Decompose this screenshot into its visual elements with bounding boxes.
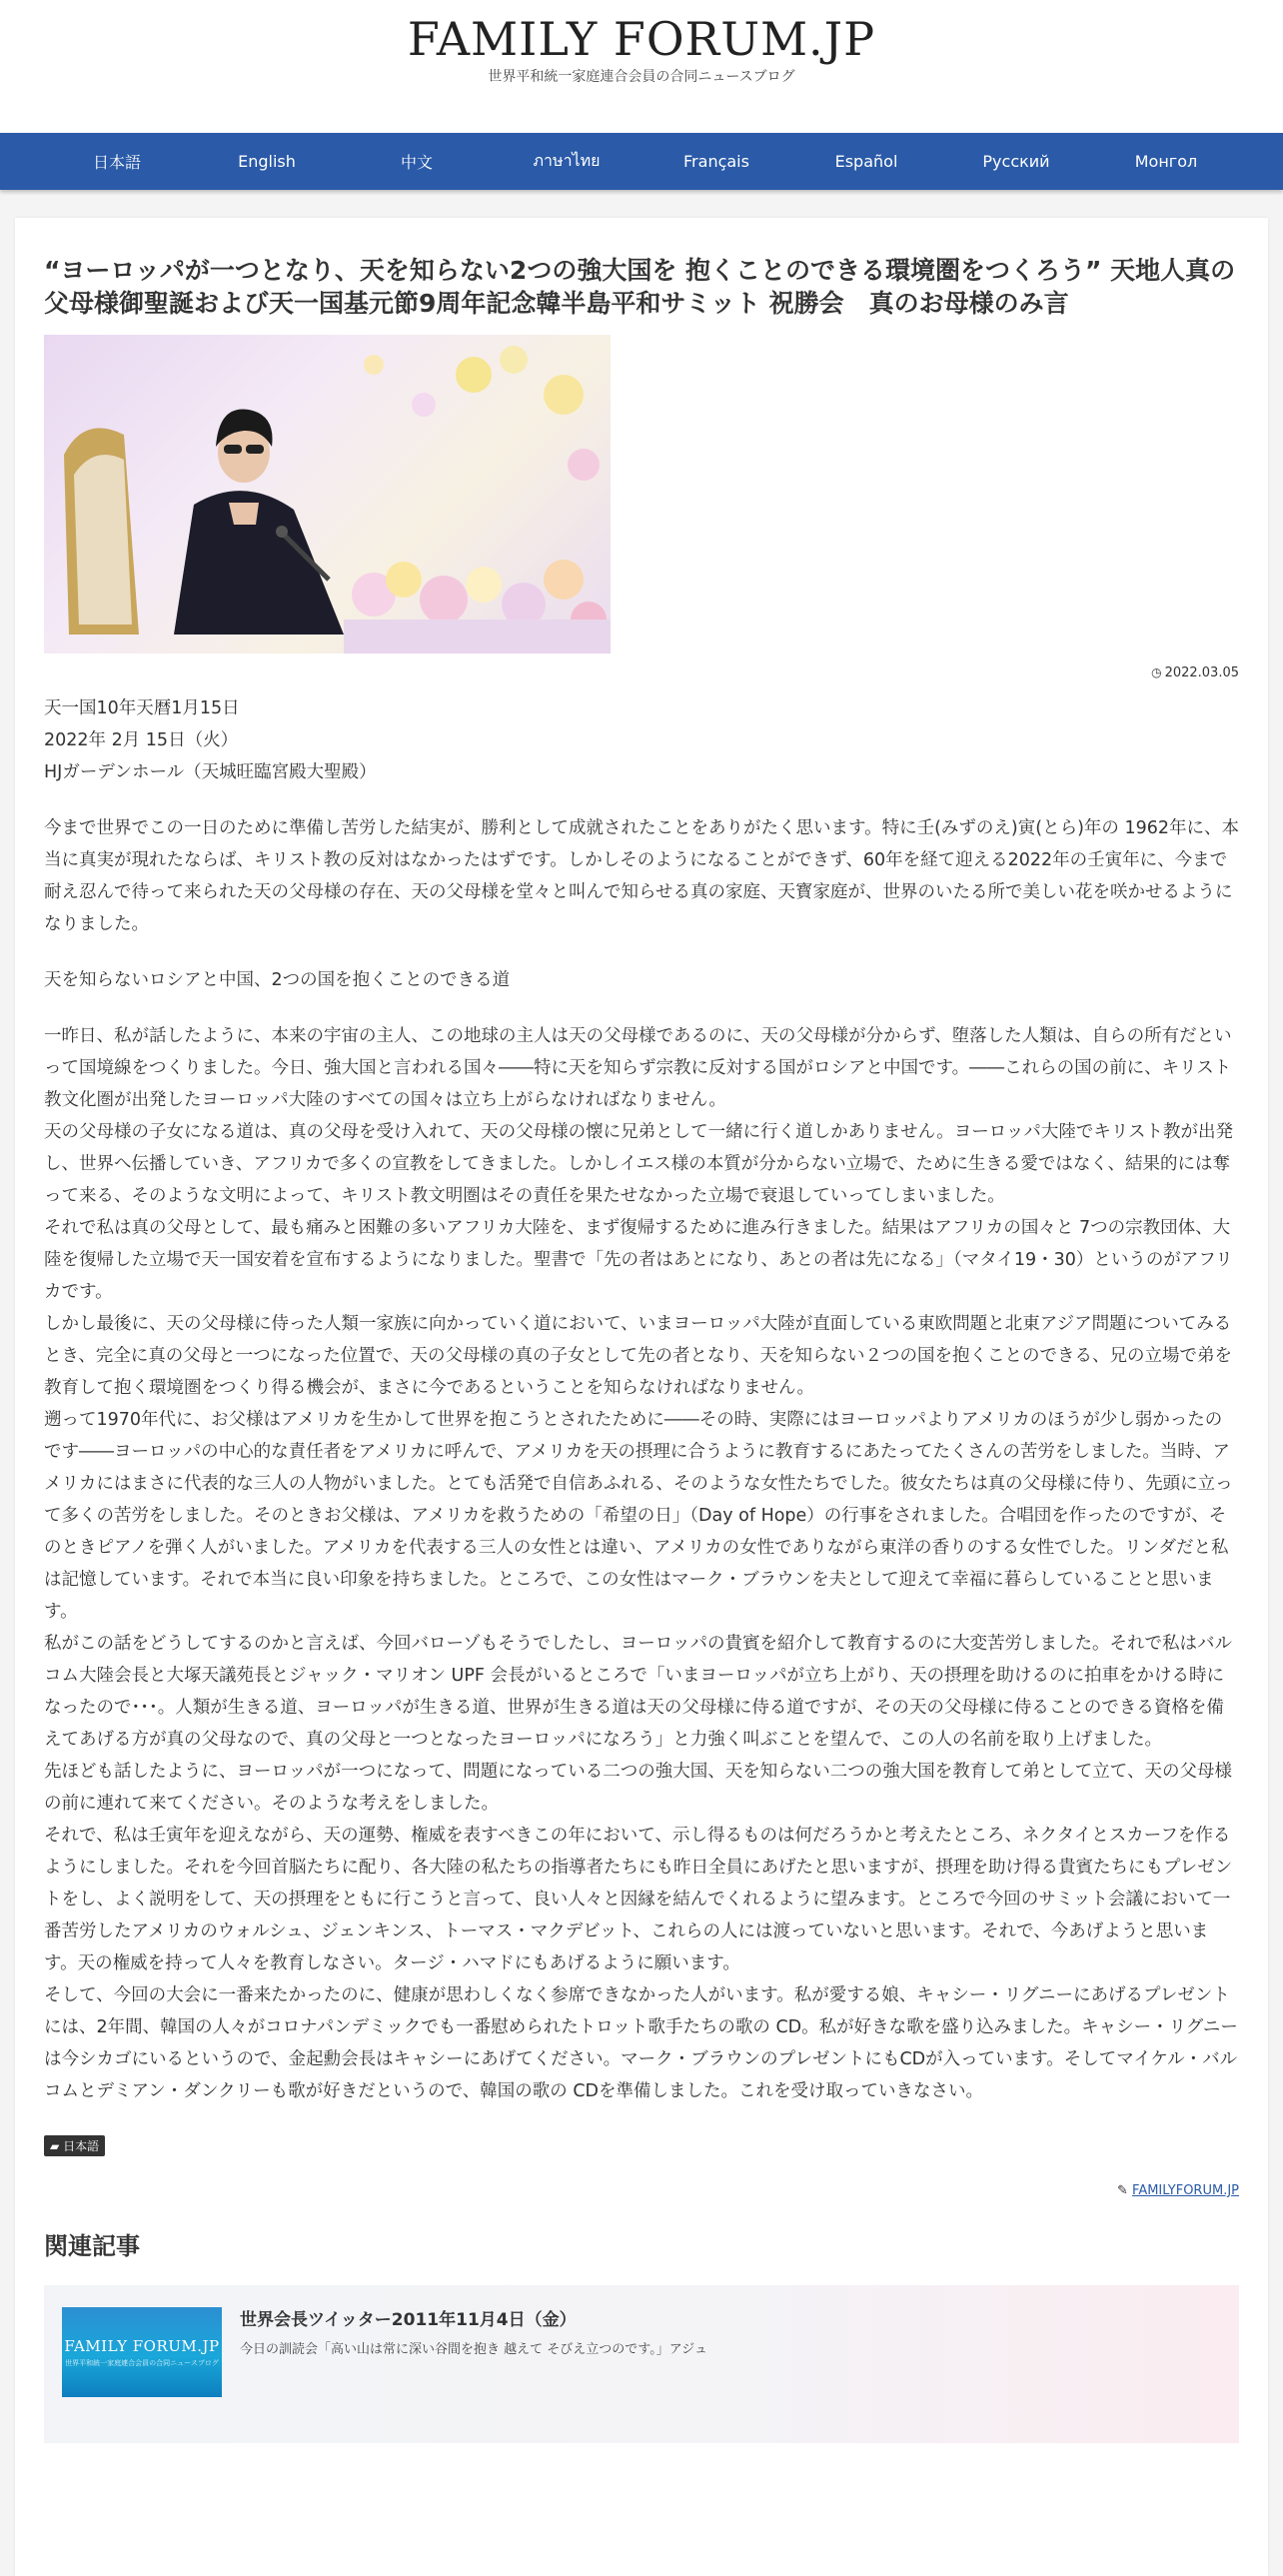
post-content xyxy=(44,692,1239,2107)
post-paragraph: 遡って1970年代に、お父様はアメリカを生かして世界を抱こうとされたために――その時、実際にはヨーロッパよりアメリカのほうが少し弱かったのです――ヨーロッパの中心的な責任者をアメリカに呼んで、アメリカを天の摂理に合うように教育するにあたってたくさんの苦労をしました。当時、アメリカにはまさに代表的な三人の人物がいました。とても活発で自信あふれる、そのような女性たちでした。彼女たちは真の父母様に侍り、先頭に立って多くの苦労をしました。そのときお父様は、アメリカを救うための「希望の日」（Day of Hope）の行事をされました。合唱団を作ったのですが、そのときピアノを弾く人がいました。アメリカを代表する三人の女性とは違い、アメリカの女性でありながら東洋の香りのする女性でした。リンダだと私は記憶しています。それで本当に良い印象を持ちました。ところで、この女性はマーク・ブラウンを夫として迎えて幸福に暮らしていることと思います。 xyxy=(44,1410,1233,1622)
post-header-line: HJガーデンホール（天城旺臨宮殿大聖殿） xyxy=(44,762,377,782)
post-subheading: 天を知らないロシアと中国、2つの国を抱くことのできる道 xyxy=(44,970,511,990)
site-logo[interactable]: FAMILY FORUM.JP xyxy=(407,12,876,66)
pencil-icon: ✎ xyxy=(1116,2183,1128,2198)
category-badge[interactable] xyxy=(44,2135,105,2156)
category-label: 日本語 xyxy=(63,2139,100,2153)
post-paragraph: 一昨日、私が話したように、本来の宇宙の主人、この地球の主人は天の父母様であるのに、天の父母様が分からず、堕落した人類は、自らの所有だといって国境線をつくりました。今日、強大国と言われる国々――特に天を知らず宗教に反対する国がロシアと中国です。――これらの国の前に、キリスト教文化圏が出発したヨーロッパ大陸のすべての国々は立ち上がらなければなりません。 xyxy=(44,1026,1232,1110)
post-paragraph: そして、今回の大会に一番来たかったのに、健康が思わしくなく参席できなかった人がいます。私が愛する娘、キャシー・リグニーにあげるプレゼントには、2年間、韓国の人々がコロナパンデミックでも一番慰められたトロット歌手たちの歌の CD。私が好きな歌を盛り込みました。キャシー・リグニーは今シカゴにいるというので、金起勳会長はキャシーにあげてください。マーク・ブラウンのプレゼントにもCDが入っています。そしてマイケル・バルコムとデミアン・ダンクリーも歌が好きだというので、韓国の歌の CDを準備しました。これを受け取っていきなさい。 xyxy=(44,1985,1238,2101)
eyecatch-photo-illustration xyxy=(44,335,611,653)
nav-item-chinese[interactable]: 中文 xyxy=(400,153,433,172)
nav-item-japanese[interactable]: 日本語 xyxy=(92,153,141,172)
post-paragraph: それで私は真の父母として、最も痛みと困難の多いアフリカ大陸を、まず復帰するために進み行きました。結果はアフリカの国々と 7つの宗教団体、大陸を復帰した立場で天一国安着を宣布するようになりました。聖書で「先の者はあとになり、あとの者は先になる」（マタイ19・30）というのがアフリカです。 xyxy=(44,1218,1233,1302)
post-title: “ヨーロッパが一つとなり、天を知らない2つの強大国を 抱くことのできる環境圏をつくろう” 天地人真の父母様御聖誕および天一国基元節9周年記念韓半島平和サミット 祝勝会 真のお母様のみ言 xyxy=(44,256,1236,318)
nav-item-mongolian[interactable]: Монгол xyxy=(1134,152,1198,171)
site-header xyxy=(0,0,1283,133)
related-article-card[interactable] xyxy=(44,2285,1239,2443)
language-nav xyxy=(0,133,1283,190)
article-card xyxy=(15,218,1268,2576)
thumbnail-logo-text: FAMILY FORUM.JP xyxy=(64,2337,220,2355)
nav-item-spanish[interactable]: Español xyxy=(834,152,898,171)
related-text xyxy=(240,2305,1219,2357)
post-date xyxy=(44,665,1239,680)
post-paragraph: それで、私は壬寅年を迎えながら、天の運勢、権威を表すべきこの年において、示し得るものは何だろうかと考えたところ、ネクタイとスカーフを作るようにしました。それを今回首脳たちに配り、各大陸の私たちの指導者たちにも昨日全員にあげたと思いますが、摂理を助け得る貴賓たちにもプレゼントをし、よく説明をして、天の摂理をともに行こうと言って、良い人々と因縁を結んでくれるように望みます。ところで今回のサミット会議において一番苦労したアメリカのウォルシュ、ジェンキンス、トーマス・マクデビット、これらの人には渡っていないと思います。それで、今あげようと思います。天の権威を持って人々を教育しなさい。タージ・ハマドにもあげるように願います。 xyxy=(44,1826,1233,1973)
post-paragraph: しかし最後に、天の父母様に侍った人類一家族に向かっていく道において、いまヨーロッパ大陸が直面している東欧問題と北東アジア問題についてみるとき、完全に真の父母と一つになった位置で、天の父母様の真の子女として先の者となり、天を知らない２つの国を抱くことのできる、兄の立場で弟を教育して抱く環境圏をつくり得る機会が、まさに今であるということを知らなければなりません。 xyxy=(44,1314,1232,1398)
post-paragraph: 私がこの話をどうしてするのかと言えば、今回バローゾもそうでしたし、ヨーロッパの貴賓を紹介して教育するのに大変苦労しました。それで私はバルコム大陸会長と大塚天議苑長とジャック・マリオン UPF 会長がいるところで「いまヨーロッパが立ち上がり、天の摂理を助けるのに拍車をかける時になったので･･･。人類が生きる道、ヨーロッパが生きる道、世界が生きる道は天の父母様に侍る道ですが、その天の父母様に侍ることのできる資格を備えてあげる方が真の父母なので、真の父母と一つとなったヨーロッパになろう」と力強く叫ぶことを望んで、この人の名前を取り上げました。 xyxy=(44,1634,1232,1750)
author-link[interactable]: FAMILYFORUM.JP xyxy=(1132,2183,1239,2198)
nav-item-english[interactable]: English xyxy=(238,152,296,171)
nav-item-russian[interactable]: Русский xyxy=(982,152,1050,171)
related-heading: 関連記事 xyxy=(44,2232,140,2260)
author-line xyxy=(44,2183,1239,2198)
post-header-lines xyxy=(44,692,1239,788)
folder-icon: ▰ xyxy=(50,2139,60,2153)
post-paragraph: 先ほども話したように、ヨーロッパが一つになって、問題になっている二つの強大国、天を知らない二つの強大国を教育して弟として立て、天の父母様の前に連れて来てください。そのような考えをしました。 xyxy=(44,1762,1232,1814)
related-article-snippet: 今日の訓読会「高い山は常に深い谷間を抱き 越えて そびえ立つのです。」アジュ xyxy=(240,2342,707,2357)
eyecatch-image xyxy=(44,335,611,653)
related-thumbnail xyxy=(62,2307,222,2397)
post-header-line: 2022年 2月 15日（火） xyxy=(44,730,239,750)
thumbnail-tagline: 世界平和統一家庭連合会員の合同ニュースブログ xyxy=(65,2359,219,2367)
post-date-text: 2022.03.05 xyxy=(1164,665,1239,680)
nav-item-thai[interactable]: ภาษาไทย xyxy=(533,151,601,170)
post-intro: 今まで世界でこの一日のために準備し苦労した結実が、勝利として成就されたことをありがたく思います。特に壬(みずのえ)寅(とら)年の 1962年に、本当に真実が現れたならば、キリスト教の反対はなかったはずです。しかしそのようになることができず、60年を経て迎える2022年の壬寅年に、今まで耐え忍んで待って来られた天の父母様の存在、天の父母様を堂々と叫んで知らせる真の家庭、天寳家庭が、世界のいたる所で美しい花を咲かせるようになりました。 xyxy=(44,818,1240,934)
nav-item-french[interactable]: Français xyxy=(683,152,749,171)
site-tagline: 世界平和統一家庭連合会員の合同ニュースブログ xyxy=(488,69,795,85)
clock-icon: ◷ xyxy=(1151,665,1162,679)
post-header-line: 天一国10年天暦1月15日 xyxy=(44,698,240,718)
post-paragraph: 天の父母様の子女になる道は、真の父母を受け入れて、天の父母様の懐に兄弟として一緒に行く道しかありません。ヨーロッパ大陸でキリスト教が出発し、世界へ伝播していき、アフリカで多くの宣教をしてきました。しかしイエス様の本質が分からない立場で、ために生きる愛ではなく、結果的には奪って来る、そのような文明によって、キリスト教文明圏はその責任を果たせなかった立場で衰退していってしまいました。 xyxy=(44,1122,1233,1206)
related-article-title: 世界会長ツイッター2011年11月4日（金） xyxy=(240,2310,577,2330)
